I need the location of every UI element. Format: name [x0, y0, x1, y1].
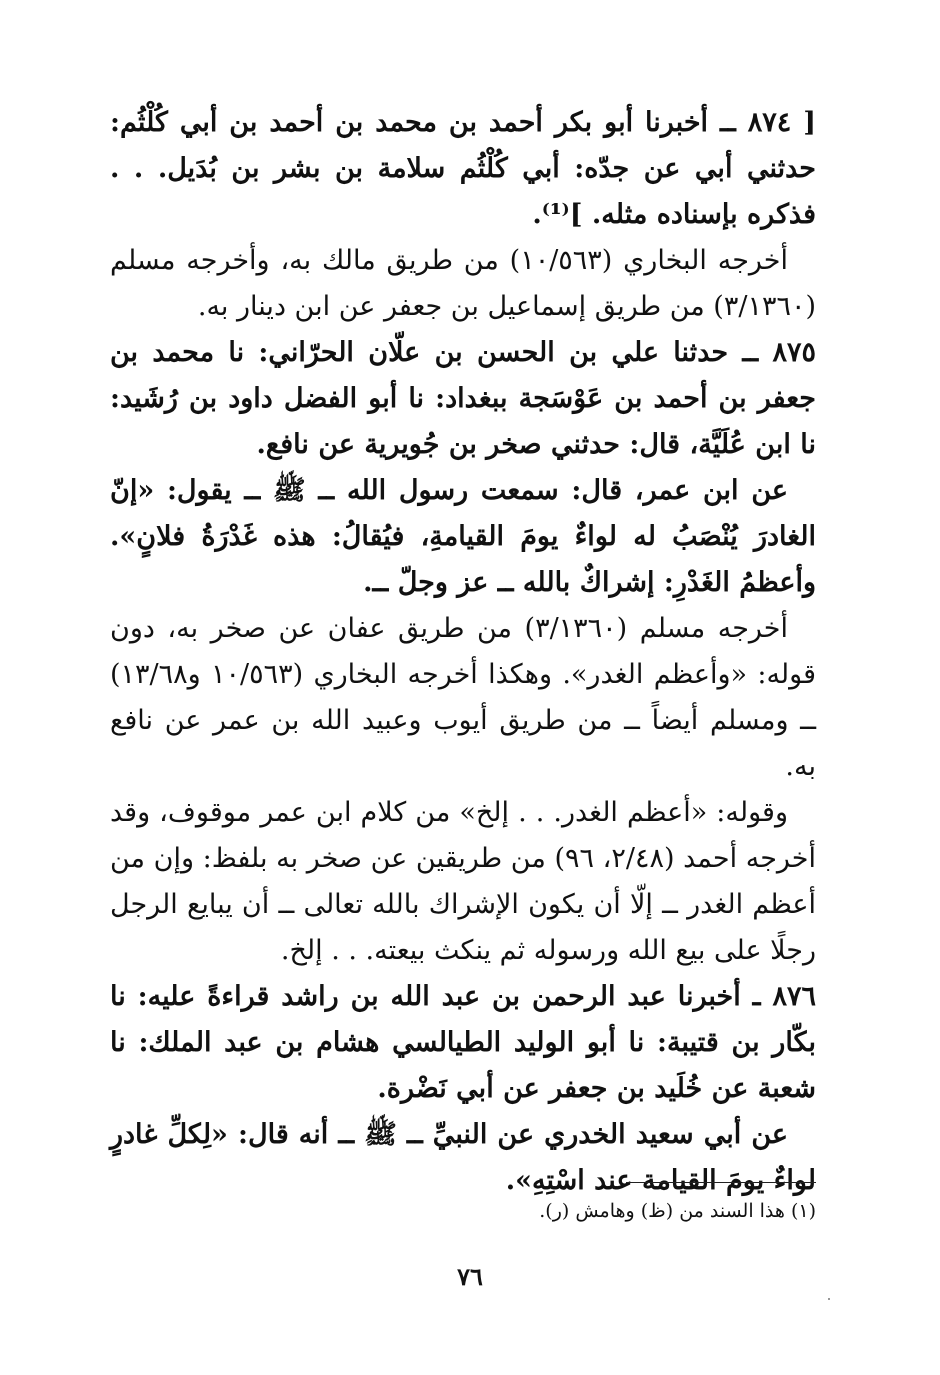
commentary-875-paragraph: وقوله: «أعظم الغدر. . . إلخ» من كلام ابن عمر موقوف، وقد أخرجه أحمد (٢/٤٨، ٩٦) من طريقين عن صخر به بلفظ: وإن من أعظم الغدر ــ إلّا أن يكون الإشراك بالله تعالى ــ أن يبايع الرجل رجلًا على بيع الله ورسوله ثم ينكث بيعته. . . إلخ. — [110, 797, 816, 966]
hadith-875-matn-paragraph: عن ابن عمر، قال: سمعت رسول الله ــ ﷺ ــ يقول: «إنّ الغادرَ يُنْصَبُ له لواءٌ يومَ القيامةِ، فيُقالُ: هذه غَدْرَةُ فلانٍ». وأعظمُ الغَدْرِ: إشراكٌ بالله ــ عز وجلّ ــ. — [110, 475, 816, 598]
hadith-876-isnad-paragraph: ٨٧٦ ـ أخبرنا عبد الرحمن بن عبد الله بن راشد قراءةً عليه: نا بكّار بن قتيبة: نا أبو الوليد الطيالسي هشام بن عبد الملك: نا شعبة عن خُلَيد بن جعفر عن أبي نَضْرة. — [110, 981, 816, 1104]
hadith-875-isnad-paragraph: ٨٧٥ ــ حدثنا علي بن الحسن بن علّان الحرّاني: نا محمد بن جعفر بن أحمد بن عَوْسَجة ببغداد: نا أبو الفضل داود بن رُشَيد: نا ابن عُلَيَّة، قال: حدثني صخر بن جُويرية عن نافع. — [110, 337, 816, 460]
footnote-separator — [626, 1182, 816, 1183]
footnote-1: (١) هذا السند من (ظ) وهامش (ر). — [539, 1200, 816, 1222]
main-text — [110, 100, 816, 1204]
hadith-876-matn-paragraph: عن أبي سعيد الخدري عن النبيِّ ــ ﷺ ــ أنه قال: «لِكلِّ غادرٍ لواءٌ يومَ القيامة عند اسْتِهِ». — [110, 1119, 816, 1196]
scan-speck — [828, 1298, 830, 1300]
page-number: ٧٦ — [457, 1262, 483, 1291]
hadith-874-paragraph: [ ٨٧٤ ــ أخبرنا أبو بكر أحمد بن محمد بن أحمد بن أبي كُلْثُم: حدثني أبي عن جدّه: أبي كُلْثُم سلامة بن بشر بن بُدَيل. . . فذكره بإسناده مثله. ]⁽¹⁾. — [110, 107, 816, 230]
takhrij-874-paragraph: أخرجه البخاري (١٠/٥٦٣) من طريق مالك به، وأخرجه مسلم (٣/١٣٦٠) من طريق إسماعيل بن جعفر عن ابن دينار به. — [110, 245, 816, 322]
takhrij-875-paragraph: أخرجه مسلم (٣/١٣٦٠) من طريق عفان عن صخر به، دون قوله: «وأعظم الغدر». وهكذا أخرجه البخاري (١٠/٥٦٣ و١٣/٦٨) ــ ومسلم أيضاً ــ من طريق أيوب وعبيد الله بن عمر عن نافع به. — [110, 613, 816, 782]
